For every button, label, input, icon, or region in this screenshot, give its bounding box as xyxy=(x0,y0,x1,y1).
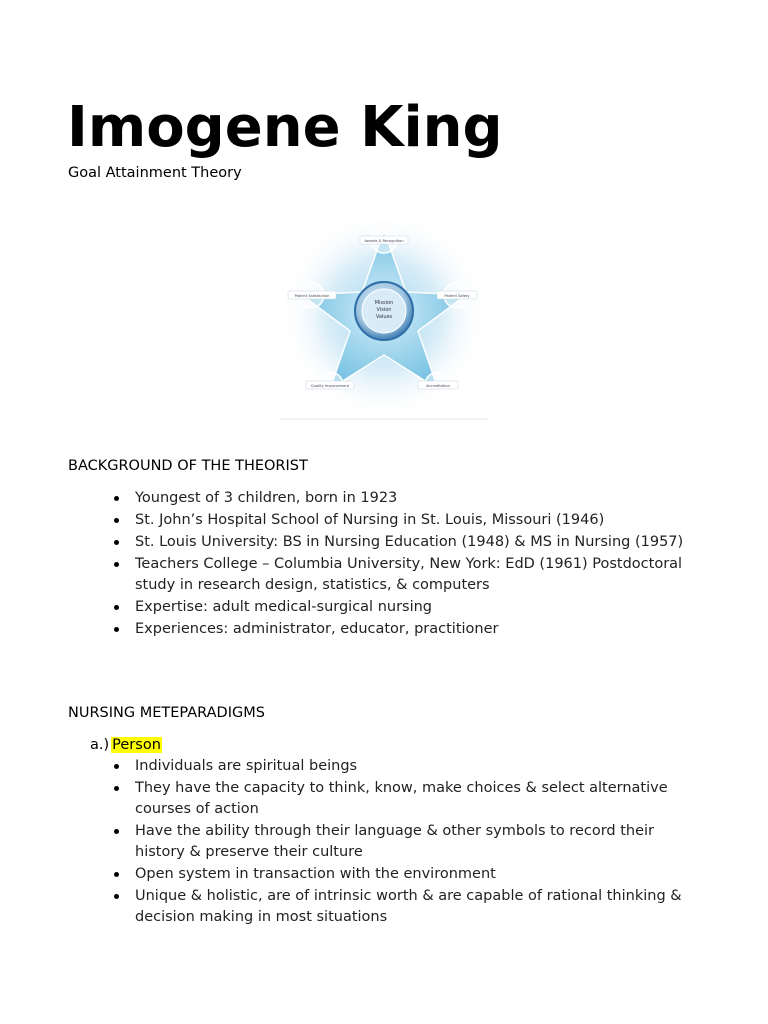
bullet-icon xyxy=(114,786,119,791)
list-item-text: Teachers College – Columbia University, New York: EdD (1961) Postdoctoral study in research design, statistics, & computers xyxy=(135,556,683,593)
list-item-text: Expertise: adult medical-surgical nursing xyxy=(135,599,433,615)
list-item-text: Experiences: administrator, educator, practitioner xyxy=(135,621,499,637)
person-highlight: Person xyxy=(112,737,161,753)
list-item-text: They have the capacity to think, know, make choices & select alternative courses of action xyxy=(135,780,668,817)
list-item xyxy=(108,619,708,640)
list-item-text: Youngest of 3 children, born in 1923 xyxy=(135,490,398,506)
bullet-icon xyxy=(114,518,119,523)
metaparadigms-heading: NURSING METEPARADIGMS xyxy=(68,705,265,721)
bullet-icon xyxy=(114,894,119,899)
node-label-bottom-left: Quality Improvement xyxy=(310,384,350,388)
list-item xyxy=(108,864,708,885)
list-item xyxy=(108,886,708,928)
node-label-top: Awards & Recognition xyxy=(364,239,404,243)
list-item-text: St. Louis University: BS in Nursing Education (1948) & MS in Nursing (1957) xyxy=(135,534,684,550)
person-list xyxy=(108,756,708,929)
list-item-text: Individuals are spiritual beings xyxy=(135,758,358,774)
bullet-icon xyxy=(114,627,119,632)
person-marker: a.) xyxy=(90,737,110,753)
bullet-icon xyxy=(114,829,119,834)
list-item-text: Open system in transaction with the environment xyxy=(135,866,496,882)
node-label-bottom-right: Accreditation xyxy=(426,384,450,388)
bullet-icon xyxy=(114,605,119,610)
node-label-left: Patient Satisfaction xyxy=(294,294,330,298)
list-item xyxy=(108,756,708,777)
list-item-text: Unique & holistic, are of intrinsic worth & are capable of rational thinking & decision making in most situations xyxy=(135,888,682,925)
list-item xyxy=(108,597,708,618)
person-sublabel xyxy=(90,735,162,755)
list-item xyxy=(108,510,708,531)
list-item xyxy=(108,488,708,509)
bullet-icon xyxy=(114,540,119,545)
bullet-icon xyxy=(114,562,119,567)
list-item-text: St. John’s Hospital School of Nursing in St. Louis, Missouri (1946) xyxy=(135,512,605,528)
list-item xyxy=(108,554,708,596)
list-item xyxy=(108,532,708,553)
center-text-3: Values xyxy=(375,314,393,320)
center-text-2: Vision xyxy=(376,307,392,313)
star-diagram-image xyxy=(280,219,488,420)
list-item xyxy=(108,778,708,820)
list-item xyxy=(108,821,708,863)
background-heading: BACKGROUND OF THE THEORIST xyxy=(68,458,308,474)
document-title: Imogene King xyxy=(67,95,503,160)
node-label-right: Patient Safety xyxy=(444,294,470,298)
bullet-icon xyxy=(114,764,119,769)
document-subtitle: Goal Attainment Theory xyxy=(68,165,242,181)
list-item-text: Have the ability through their language & other symbols to record their history & preserve their culture xyxy=(135,823,655,860)
center-text-1: Mission xyxy=(374,300,394,306)
background-list xyxy=(108,488,708,641)
bullet-icon xyxy=(114,496,119,501)
bullet-icon xyxy=(114,872,119,877)
star-diagram xyxy=(280,219,488,420)
